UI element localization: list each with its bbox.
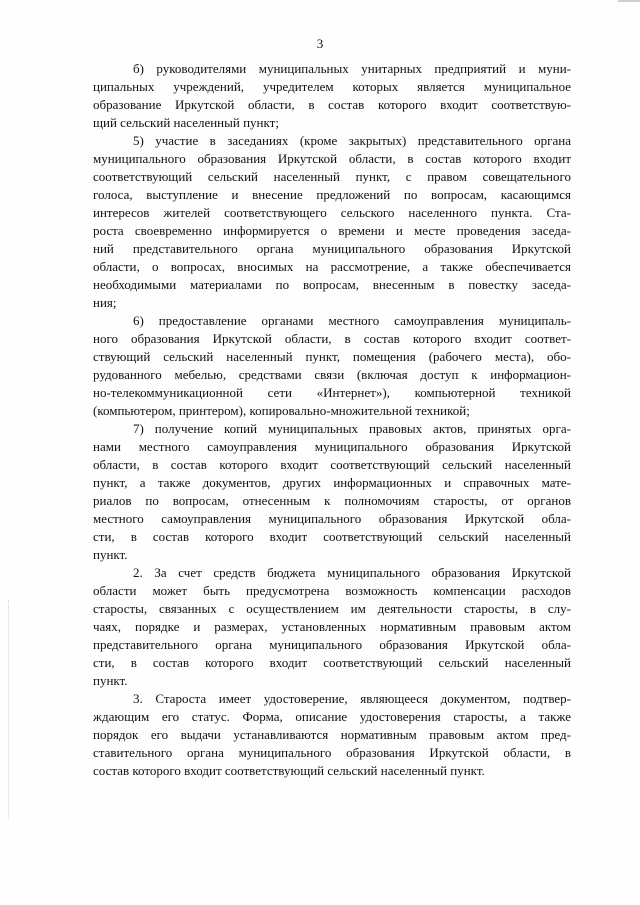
text-line: рудованного мебелью, средствами связи (включая доступ к информацион- (93, 367, 571, 382)
text-line: 7) получение копий муниципальных правовых актов, принятых орга- (133, 421, 571, 436)
page-number: 3 (316, 36, 324, 51)
text-line: ний представительного органа муниципального образования Иркутской (93, 241, 571, 256)
text-line: образование Иркутской области, в состав которого входит соответствую- (93, 97, 571, 112)
text-line: области может быть предусмотрена возможность компенсации расходов (93, 583, 571, 598)
text-line: 5) участие в заседаниях (кроме закрытых) представительного органа (133, 133, 571, 148)
paragraph-item-6 (93, 312, 571, 420)
text-line: порядок его выдачи устанавливаются нормативным правовым актом пред- (93, 727, 571, 742)
text-line: муниципального образования Иркутской области, в состав которого входит (93, 151, 571, 166)
scan-edge-mark (618, 0, 640, 2)
text-line: ния; (93, 295, 117, 310)
text-line: 3. Староста имеет удостоверение, являющееся документом, подтвер- (133, 691, 571, 706)
text-line: 2. За счет средств бюджета муниципального образования Иркутской (133, 565, 571, 580)
text-line: роста своевременно информируется о времени и месте проведения заседа- (93, 223, 571, 238)
text-line: ждающим его статус. Форма, описание удостоверения старосты, а также (93, 709, 571, 724)
text-line: соответствующий сельский населенный пункт, с правом совещательного (93, 169, 571, 184)
text-line: представительного органа муниципального образования Иркутской обла- (93, 637, 571, 652)
text-line: нами местного самоуправления муниципального образования Иркутской (93, 439, 571, 454)
text-line: необходимыми материалами по вопросам, внесенным в повестку заседа- (93, 277, 571, 292)
text-line: интересов жителей соответствующего сельского населенного пункта. Ста- (93, 205, 571, 220)
paragraph-section-2 (93, 564, 571, 690)
paragraph-item-7 (93, 420, 571, 564)
text-line: чаях, порядке и размерах, установленных нормативным правовым актом (93, 619, 571, 634)
text-line: риалов по вопросам, отнесенным к полномочиям старосты, от органов (93, 493, 571, 508)
document-body (93, 60, 571, 780)
text-line: местного самоуправления муниципального образования Иркутской обла- (93, 511, 571, 526)
text-line: пункт. (93, 673, 128, 688)
text-line: но-телекоммуникационной сети «Интернет»), компьютерной техникой (93, 385, 571, 400)
text-line: ставительного органа муниципального образования Иркутской области, в (93, 745, 571, 760)
text-line: щий сельский населенный пункт; (93, 115, 279, 130)
text-line: ного образования Иркутской области, в состав которого входит соответ- (93, 331, 571, 346)
text-line: сти, в состав которого входит соответствующий сельский населенный (93, 655, 571, 670)
paragraph-item-5 (93, 132, 571, 312)
text-line: ципальных учреждений, учредителем которых является муниципальное (93, 79, 571, 94)
text-line: б) руководителями муниципальных унитарных предприятий и муни- (133, 61, 571, 76)
text-line: старосты, связанных с осуществлением им деятельности старосты, в слу- (93, 601, 571, 616)
paragraph-section-3 (93, 690, 571, 780)
paragraph-item-b (93, 60, 571, 132)
text-line: области, о вопросах, вносимых на рассмотрение, а также обеспечивается (93, 259, 571, 274)
text-line: состав которого входит соответствующий сельский населенный пункт. (93, 763, 485, 778)
text-line: пункт. (93, 547, 128, 562)
text-line: пункт, а также документов, других информационных и справочных мате- (93, 475, 571, 490)
text-line: области, в состав которого входит соответствующий сельский населенный (93, 457, 571, 472)
scan-edge-dots (8, 600, 10, 820)
text-line: голоса, выступление и внесение предложений по вопросам, касающимся (93, 187, 571, 202)
text-line: (компьютером, принтером), копировально-множительной техникой; (93, 403, 470, 418)
text-line: сти, в состав которого входит соответствующий сельский населенный (93, 529, 571, 544)
text-line: ствующий сельский населенный пункт, помещения (рабочего места), обо- (93, 349, 571, 364)
text-line: 6) предоставление органами местного самоуправления муниципаль- (133, 313, 571, 328)
